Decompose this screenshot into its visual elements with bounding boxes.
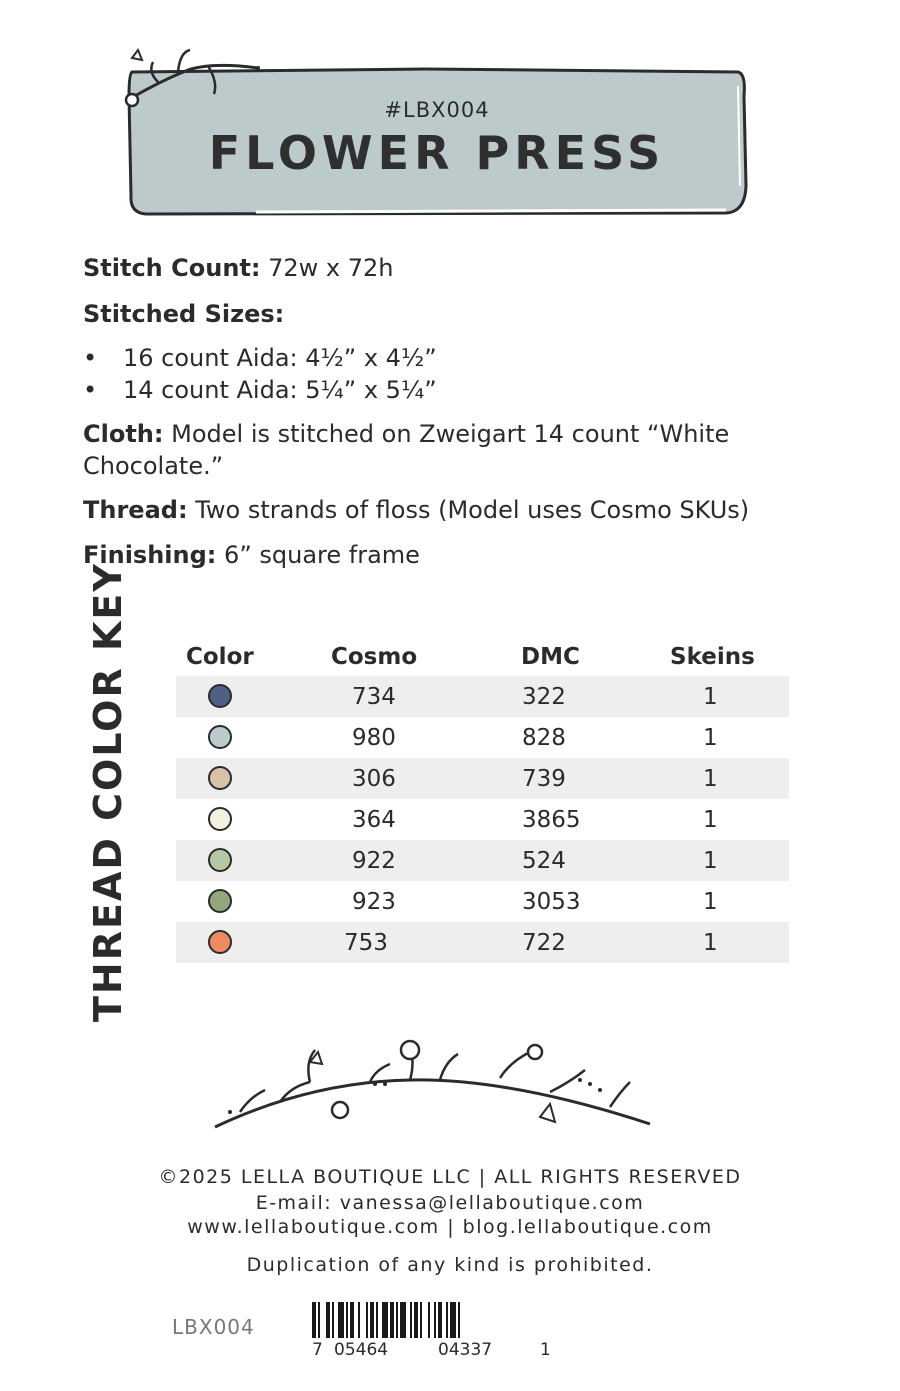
finishing-label: Finishing:	[83, 541, 217, 569]
barcode-digits-left: 05464	[334, 1340, 389, 1360]
dmc-value: 322	[522, 684, 566, 710]
stitch-count-label: Stitch Count:	[83, 254, 261, 282]
cosmo-value: 306	[352, 766, 396, 792]
bullet-dot: •	[83, 376, 98, 404]
cosmo-value: 980	[352, 725, 396, 751]
barcode-bar	[434, 1302, 436, 1338]
barcode-bar	[366, 1302, 368, 1338]
barcode-bar	[332, 1302, 334, 1338]
sku-label: LBX004	[172, 1315, 255, 1339]
finishing-row	[83, 539, 420, 571]
column-header-skeins: Skeins	[670, 644, 755, 670]
cosmo-value: 923	[352, 889, 396, 915]
floral-divider-icon	[210, 1032, 655, 1142]
barcode-digits-right: 04337	[438, 1340, 493, 1360]
cloth-label: Cloth:	[83, 420, 164, 448]
barcode-bar	[382, 1302, 388, 1338]
pattern-title: FLOWER PRESS	[208, 126, 666, 180]
barcode-icon	[312, 1302, 552, 1338]
finishing-value: 6” square frame	[224, 541, 420, 569]
skeins-value: 1	[703, 889, 718, 915]
barcode-bar	[312, 1302, 316, 1338]
stitched-sizes-label: Stitched Sizes:	[83, 300, 285, 328]
stitch-count-value: 72w x 72h	[268, 254, 394, 282]
table-row	[176, 717, 789, 758]
dmc-value: 3053	[522, 889, 581, 915]
skeins-value: 1	[703, 807, 718, 833]
skeins-value: 1	[703, 725, 718, 751]
color-swatch	[208, 889, 232, 913]
cloth-row	[83, 418, 729, 450]
barcode-bar	[446, 1302, 448, 1338]
table-row	[176, 881, 789, 922]
dmc-value: 722	[522, 930, 566, 956]
cloth-value-continued: Chocolate.”	[83, 452, 224, 480]
column-header-dmc: DMC	[521, 644, 580, 670]
skeins-value: 1	[703, 848, 718, 874]
cosmo-value: 734	[352, 684, 396, 710]
copyright-line: ©2025 LELLA BOUTIQUE LLC | ALL RIGHTS RESERVED	[158, 1166, 742, 1188]
barcode-bar	[428, 1302, 430, 1338]
cosmo-value: 753	[344, 930, 388, 956]
skeins-value: 1	[703, 930, 718, 956]
table-row	[176, 799, 789, 840]
barcode-bar	[358, 1302, 360, 1338]
barcode-bar	[370, 1302, 374, 1338]
table-row	[176, 922, 789, 963]
column-header-color: Color	[186, 644, 254, 670]
cloth-value: Model is stitched on Zweigart 14 count “White	[171, 420, 730, 448]
thread-label: Thread:	[83, 496, 188, 524]
barcode-digit-lead: 7	[312, 1340, 323, 1360]
table-row	[176, 840, 789, 881]
barcode-bar	[438, 1302, 442, 1338]
cloth-row-continued	[83, 450, 223, 482]
barcode-bar	[410, 1302, 412, 1338]
email-line: E-mail: vanessa@lellaboutique.com	[255, 1192, 645, 1214]
stitched-sizes-row	[83, 298, 284, 330]
dmc-value: 828	[522, 725, 566, 751]
stitch-count-row	[83, 252, 394, 284]
barcode-bar	[350, 1302, 354, 1338]
cosmo-value: 364	[352, 807, 396, 833]
color-swatch	[208, 848, 232, 872]
table-header	[176, 640, 789, 676]
header-sprig-icon	[118, 42, 268, 112]
barcode-digit-check: 1	[540, 1340, 551, 1360]
barcode-bar	[318, 1302, 320, 1338]
barcode-bar	[346, 1302, 348, 1338]
table-row	[176, 758, 789, 799]
barcode-bar	[458, 1302, 460, 1338]
barcode-bar	[376, 1302, 378, 1338]
barcode-bar	[390, 1302, 394, 1338]
pattern-sku: #LBX004	[384, 98, 490, 122]
barcode-bar	[338, 1302, 344, 1338]
cosmo-value: 922	[352, 848, 396, 874]
barcode-bar	[420, 1302, 422, 1338]
barcode-bar	[400, 1302, 406, 1338]
skeins-value: 1	[703, 684, 718, 710]
column-header-cosmo: Cosmo	[331, 644, 418, 670]
website-line: www.lellaboutique.com | blog.lellaboutique.com	[187, 1216, 713, 1238]
dmc-value: 3865	[522, 807, 581, 833]
color-swatch	[208, 725, 232, 749]
color-swatch	[208, 684, 232, 708]
dmc-value: 524	[522, 848, 566, 874]
size-text: 14 count Aida: 5¼” x 5¼”	[123, 376, 437, 404]
thread-row	[83, 494, 749, 526]
barcode-bar	[414, 1302, 418, 1338]
size-text: 16 count Aida: 4½” x 4½”	[123, 344, 437, 372]
barcode-bar	[326, 1302, 330, 1338]
thread-value: Two strands of floss (Model uses Cosmo SKUs)	[195, 496, 750, 524]
skeins-value: 1	[703, 766, 718, 792]
dmc-value: 739	[522, 766, 566, 792]
barcode-bar	[396, 1302, 398, 1338]
color-swatch	[208, 930, 232, 954]
bullet-dot: •	[83, 344, 98, 372]
color-swatch	[208, 766, 232, 790]
color-swatch	[208, 807, 232, 831]
duplication-notice: Duplication of any kind is prohibited.	[246, 1254, 654, 1276]
table-row	[176, 676, 789, 717]
color-key-heading: THREAD COLOR KEY	[86, 562, 130, 1022]
barcode-bar	[450, 1302, 456, 1338]
